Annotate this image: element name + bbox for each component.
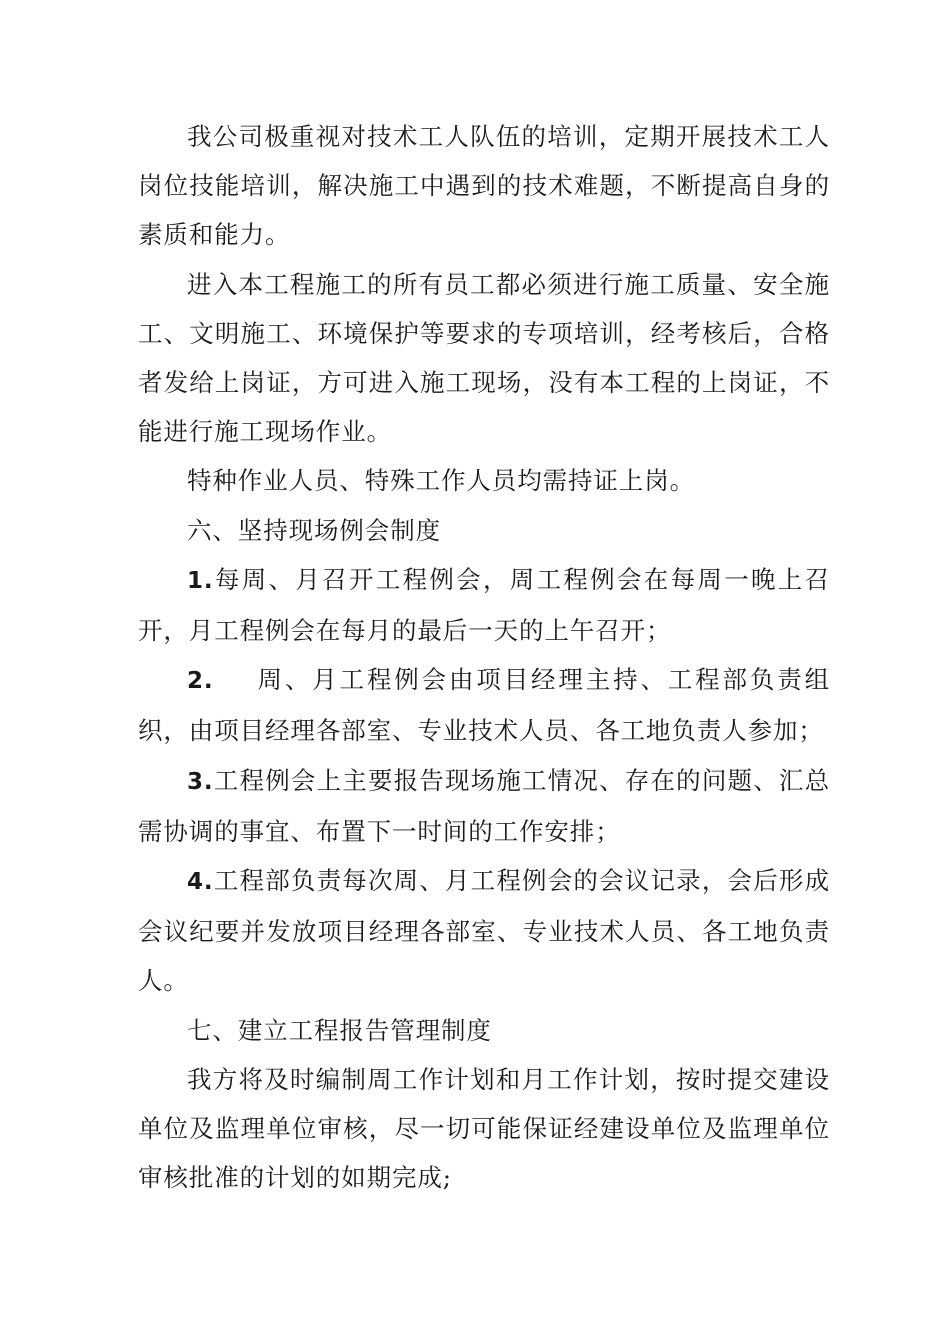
- paragraph-work-plan: [138, 1055, 830, 1203]
- paragraph-staff-training: [138, 260, 830, 457]
- paragraph-text: 我方将及时编制周工作计划和月工作计划，按时提交建设单位及监理单位审核，尽一切可能保证经建设单位及监理单位审核批准的计划的如期完成;: [138, 1064, 830, 1193]
- list-item-4: [138, 856, 830, 1006]
- section-heading-report-management: [138, 1006, 830, 1055]
- list-item-2: [138, 655, 830, 755]
- paragraph-text: 我公司极重视对技术工人队伍的培训，定期开展技术工人岗位技能培训，解决施工中遇到的技术难题，不断提高自身的素质和能力。: [138, 122, 830, 250]
- list-number: 2.: [187, 668, 214, 695]
- paragraph-text: 进入本工程施工的所有员工都必须进行施工质量、安全施工、文明施工、环境保护等要求的专项培训，经考核后，合格者发给上岗证，方可进入施工现场，没有本工程的上岗证，不能进行施工现场作业。: [138, 269, 830, 447]
- list-item-1: [138, 555, 830, 655]
- section-heading-site-meeting: [138, 506, 830, 555]
- heading-text: 六、坚持现场例会制度: [187, 515, 441, 545]
- document-body: [138, 112, 830, 1202]
- paragraph-training: [138, 112, 830, 260]
- heading-text: 七、建立工程报告管理制度: [187, 1015, 492, 1045]
- list-item-3: [138, 756, 830, 856]
- list-number: 1.: [187, 567, 214, 594]
- paragraph-special-workers: [138, 456, 830, 505]
- list-text: 工程部负责每次周、月工程例会的会议记录，会后形成会议纪要并发放项目经理各部室、专业技术人员、各工地负责人。: [138, 866, 830, 996]
- paragraph-text: 特种作业人员、特殊工作人员均需持证上岗。: [187, 466, 695, 496]
- list-number: 4.: [187, 869, 214, 896]
- list-number: 3.: [187, 768, 214, 795]
- list-text: 周、月工程例会由项目经理主持、工程部负责组织，由项目经理各部室、专业技术人员、各工地负责人参加；: [138, 665, 830, 746]
- list-text: 每周、月召开工程例会，周工程例会在每周一晚上召开，月工程例会在每月的最后一天的上午召开；: [138, 564, 830, 646]
- list-text: 工程例会上主要报告现场施工情况、存在的问题、汇总需协调的事宜、布置下一时间的工作安排；: [138, 765, 830, 846]
